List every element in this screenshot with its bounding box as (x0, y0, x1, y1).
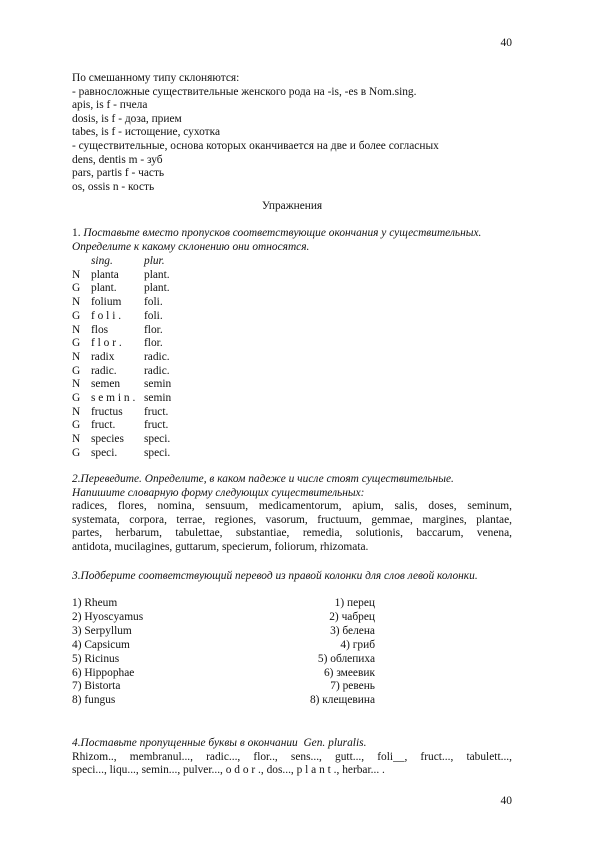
russian-translation: 2) чабрец (329, 610, 375, 623)
case-label: G (72, 282, 81, 295)
singular-form: radix (91, 350, 115, 363)
exercise-4-title: 4.Поставьте пропущенные буквы в окончании (72, 737, 298, 749)
latin-term: 4) Capsicum (72, 638, 130, 651)
singular-form: species (91, 433, 124, 446)
matching-row (72, 611, 375, 625)
singular-form: f l o r . (91, 337, 122, 350)
case-label: G (72, 446, 81, 459)
plural-form: speci. (144, 433, 171, 446)
latin-term: 5) Ricinus (72, 652, 120, 665)
intro-line: dens, dentis m - зуб (72, 153, 163, 166)
latin-term: 7) Bistorta (72, 680, 121, 693)
intro-line: os, ossis n - кость (72, 180, 155, 193)
latin-term: 3) Serpyllum (72, 624, 132, 637)
singular-form: fruct. (91, 419, 116, 432)
declension-row (72, 269, 204, 283)
exercise-4 (72, 737, 512, 778)
declension-row (72, 296, 204, 310)
singular-form: planta (91, 268, 119, 281)
intro-line: dosis, is f - доза, прием (72, 112, 182, 125)
intro-line: - существительные, основа которых оканчивается на две и более согласных (72, 139, 439, 152)
intro-line: tabes, is f - истощение, сухотка (72, 126, 221, 139)
latin-term: 1) Rheum (72, 597, 118, 609)
declension-row (72, 392, 204, 406)
singular-form: plant. (91, 282, 117, 295)
declension-row (72, 447, 204, 461)
declension-header-row (72, 255, 204, 269)
declension-row (72, 310, 204, 324)
case-label: G (72, 309, 81, 322)
singular-form: folium (91, 296, 122, 309)
plural-form: plant. (144, 282, 170, 295)
singular-form: radic. (91, 364, 117, 377)
plural-form: semin (144, 392, 172, 405)
exercise-2-words-line: radices, flores, nomina, sensuum, medicamentorum, apium, salis, doses, seminum, (72, 500, 512, 513)
latin-term: 6) Hippophae (72, 666, 135, 679)
exercise-2-line2: Напишите словарную форму следующих существительных: (72, 486, 365, 499)
case-label: N (72, 350, 81, 363)
case-label: N (72, 268, 81, 281)
russian-translation: 8) клещевина (309, 694, 375, 707)
exercise-1-instructions (72, 227, 512, 254)
case-label: N (72, 296, 81, 309)
column-header-plur: plur. (144, 255, 165, 267)
declension-table (72, 255, 204, 461)
matching-row (72, 680, 375, 694)
matching-row (72, 639, 375, 653)
exercise-3-title-text: 3.Подберите соответствующий перевод из правой колонки для слов левой колонки. (72, 570, 478, 582)
russian-translation: 7) ревень (330, 680, 375, 693)
plural-form: plant. (144, 268, 170, 281)
case-label: N (72, 433, 81, 446)
case-label: N (72, 378, 81, 391)
singular-form: flos (91, 323, 109, 336)
exercise-2-words-line: antidota, mucilagines, guttarum, specierum, foliorum, rhizomata. (72, 540, 369, 553)
declension-row (72, 433, 204, 447)
exercise-2 (72, 473, 512, 555)
case-label: G (72, 364, 81, 377)
plural-form: speci. (144, 446, 171, 459)
intro-line: По смешанному типу склоняются: (72, 72, 240, 84)
section-heading: Упражнения (261, 200, 323, 212)
exercise-4-title-line (72, 737, 512, 751)
exercise-1-number: 1. (72, 227, 81, 239)
singular-form: s e m i n . (91, 392, 136, 405)
plural-form: foli. (144, 309, 163, 322)
singular-form: semen (91, 378, 121, 391)
column-header-sing: sing. (91, 255, 113, 267)
intro-line: apis, is f - пчела (72, 99, 148, 112)
case-label: N (72, 405, 81, 418)
case-label: N (72, 323, 81, 336)
declension-row (72, 406, 204, 420)
declension-row (72, 351, 204, 365)
matching-row (72, 625, 375, 639)
exercise-1-line1: Поставьте вместо пропусков соответствующие окончания у существительных. (83, 227, 482, 239)
declension-row (72, 419, 204, 433)
matching-row (72, 667, 375, 681)
exercise-2-line1: 2.Переведите. Определите, в каком падеже и числе стоят существительные. (72, 473, 454, 485)
russian-translation: 3) белена (330, 624, 375, 637)
page-number-top: 40 (500, 37, 512, 49)
singular-form: speci. (91, 446, 118, 459)
case-label: G (72, 419, 81, 432)
exercise-4-title-term: Gen. pluralis. (303, 737, 367, 749)
matching-row (72, 694, 375, 708)
plural-form: fruct. (144, 405, 169, 418)
case-label: G (72, 392, 81, 405)
exercise-2-words-line: partes, herbarum, tabulettae, substantiae, remedia, solutionis, baccarum, venena, (72, 527, 512, 540)
declension-row (72, 337, 204, 351)
singular-form: f o l i . (91, 309, 122, 322)
latin-term: 2) Hyoscyamus (72, 610, 144, 623)
case-label: G (72, 337, 81, 350)
russian-translation: 1) перец (334, 597, 375, 609)
plural-form: semin (144, 378, 172, 391)
exercise-3-title (72, 570, 512, 584)
intro-line: - равносложные существительные женского рода на -is, -es в Nom.sing. (72, 85, 417, 98)
russian-translation: 6) змеевик (323, 666, 375, 679)
exercise-4-line1: Rhizom.., membranul..., radic..., flor.., sens..., gutt..., foli__, fruct..., tabulett..., (72, 750, 512, 763)
russian-translation: 4) гриб (340, 638, 375, 651)
plural-form: foli. (144, 296, 163, 309)
latin-term: 8) fungus (72, 694, 116, 707)
matching-row (72, 597, 375, 611)
plural-form: flor. (144, 323, 163, 336)
declension-row (72, 324, 204, 338)
page-number-bottom: 40 (500, 795, 512, 807)
exercise-4-line2: speci..., liqu..., semin..., pulver..., o d o r ., dos..., p l a n t ., herbar... . (72, 764, 385, 777)
plural-form: radic. (144, 350, 170, 363)
plural-form: fruct. (144, 419, 169, 432)
plural-form: radic. (144, 364, 170, 377)
exercise-2-words-line: systemata, corpora, terrae, regiones, vasorum, fructuum, gemmae, margines, plantae, (72, 513, 512, 526)
singular-form: fructus (91, 405, 123, 418)
russian-translation: 5) облепиха (317, 652, 375, 665)
declension-row (72, 365, 204, 379)
intro-section (72, 72, 512, 194)
plural-form: flor. (144, 337, 163, 350)
declension-row (72, 282, 204, 296)
matching-table (72, 597, 375, 708)
exercise-1-line2: Определите к какому склонению они относятся. (72, 240, 310, 253)
matching-row (72, 653, 375, 667)
declension-row (72, 378, 204, 392)
intro-line: pars, partis f - часть (72, 167, 165, 180)
